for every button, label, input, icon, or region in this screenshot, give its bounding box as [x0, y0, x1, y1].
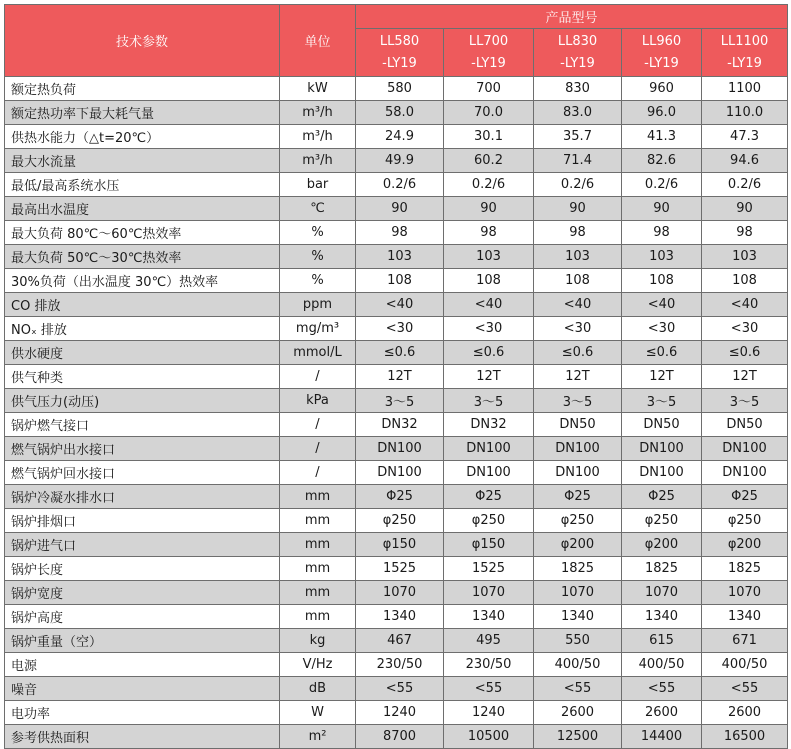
value-cell: <40: [702, 293, 788, 317]
table-row: [5, 677, 788, 701]
unit-cell: %: [280, 269, 356, 293]
unit-cell: m²: [280, 725, 356, 749]
value-cell: 82.6: [622, 149, 702, 173]
value-cell: 1340: [356, 605, 444, 629]
param-cell: 最高出水温度: [5, 197, 280, 221]
header-unit: 单位: [280, 5, 356, 77]
value-cell: 1825: [534, 557, 622, 581]
table-header: [5, 5, 788, 77]
value-cell: 103: [534, 245, 622, 269]
value-cell: 94.6: [702, 149, 788, 173]
param-cell: 燃气锅炉出水接口: [5, 437, 280, 461]
param-cell: 供热水能力（△t=20℃）: [5, 125, 280, 149]
value-cell: 1070: [356, 581, 444, 605]
table-row: [5, 197, 788, 221]
header-model: [534, 29, 622, 77]
table-row: [5, 101, 788, 125]
value-cell: 60.2: [444, 149, 534, 173]
value-cell: 3～5: [622, 389, 702, 413]
value-cell: 960: [622, 77, 702, 101]
table-row: [5, 341, 788, 365]
value-cell: 90: [444, 197, 534, 221]
value-cell: 103: [622, 245, 702, 269]
unit-cell: ppm: [280, 293, 356, 317]
value-cell: 700: [444, 77, 534, 101]
value-cell: 49.9: [356, 149, 444, 173]
param-cell: 燃气锅炉回水接口: [5, 461, 280, 485]
value-cell: 90: [622, 197, 702, 221]
value-cell: 90: [702, 197, 788, 221]
model-name: LL700: [468, 33, 509, 49]
unit-cell: W: [280, 701, 356, 725]
value-cell: 3～5: [534, 389, 622, 413]
value-cell: 108: [622, 269, 702, 293]
value-cell: Φ25: [356, 485, 444, 509]
model-name: LL960: [641, 33, 682, 49]
value-cell: 550: [534, 629, 622, 653]
value-cell: φ150: [444, 533, 534, 557]
value-cell: 830: [534, 77, 622, 101]
param-cell: 锅炉燃气接口: [5, 413, 280, 437]
value-cell: 12T: [702, 365, 788, 389]
model-code: -LY19: [644, 55, 679, 71]
header-model-group: 产品型号: [356, 5, 788, 29]
unit-cell: mm: [280, 509, 356, 533]
model-name: LL830: [557, 33, 598, 49]
value-cell: <40: [622, 293, 702, 317]
value-cell: 2600: [622, 701, 702, 725]
value-cell: DN100: [444, 437, 534, 461]
table-row: [5, 245, 788, 269]
unit-cell: mm: [280, 533, 356, 557]
table-row: [5, 437, 788, 461]
value-cell: 3～5: [356, 389, 444, 413]
table-row: [5, 701, 788, 725]
unit-cell: m³/h: [280, 101, 356, 125]
table-row: [5, 509, 788, 533]
value-cell: <30: [702, 317, 788, 341]
param-cell: 噪音: [5, 677, 280, 701]
unit-cell: mm: [280, 557, 356, 581]
value-cell: 1070: [622, 581, 702, 605]
value-cell: φ250: [534, 509, 622, 533]
value-cell: <40: [356, 293, 444, 317]
value-cell: DN50: [622, 413, 702, 437]
value-cell: 108: [356, 269, 444, 293]
value-cell: φ250: [444, 509, 534, 533]
value-cell: φ200: [622, 533, 702, 557]
unit-cell: bar: [280, 173, 356, 197]
value-cell: 71.4: [534, 149, 622, 173]
table-row: [5, 629, 788, 653]
unit-cell: mg/m³: [280, 317, 356, 341]
value-cell: 103: [702, 245, 788, 269]
param-cell: 锅炉排烟口: [5, 509, 280, 533]
value-cell: 8700: [356, 725, 444, 749]
value-cell: 10500: [444, 725, 534, 749]
value-cell: <40: [444, 293, 534, 317]
value-cell: φ250: [622, 509, 702, 533]
header-model: [702, 29, 788, 77]
param-cell: 供水硬度: [5, 341, 280, 365]
value-cell: ≤0.6: [702, 341, 788, 365]
value-cell: 41.3: [622, 125, 702, 149]
table-row: [5, 125, 788, 149]
param-cell: 最低/最高系统水压: [5, 173, 280, 197]
param-cell: 锅炉进气口: [5, 533, 280, 557]
unit-cell: /: [280, 365, 356, 389]
model-code: -LY19: [727, 55, 762, 71]
value-cell: 12500: [534, 725, 622, 749]
value-cell: 83.0: [534, 101, 622, 125]
param-cell: 30%负荷（出水温度 30℃）热效率: [5, 269, 280, 293]
value-cell: Φ25: [444, 485, 534, 509]
value-cell: <55: [356, 677, 444, 701]
value-cell: 230/50: [356, 653, 444, 677]
unit-cell: m³/h: [280, 149, 356, 173]
model-name: LL1100: [720, 33, 769, 49]
value-cell: 0.2/6: [702, 173, 788, 197]
value-cell: 16500: [702, 725, 788, 749]
param-cell: 锅炉高度: [5, 605, 280, 629]
value-cell: 1240: [356, 701, 444, 725]
table-row: [5, 533, 788, 557]
value-cell: 12T: [444, 365, 534, 389]
value-cell: DN100: [444, 461, 534, 485]
value-cell: 1070: [444, 581, 534, 605]
param-cell: 额定热负荷: [5, 77, 280, 101]
value-cell: 1070: [534, 581, 622, 605]
table-row: [5, 293, 788, 317]
value-cell: 96.0: [622, 101, 702, 125]
table-row: [5, 413, 788, 437]
value-cell: 0.2/6: [622, 173, 702, 197]
unit-cell: kg: [280, 629, 356, 653]
value-cell: 495: [444, 629, 534, 653]
value-cell: 58.0: [356, 101, 444, 125]
value-cell: 2600: [702, 701, 788, 725]
unit-cell: /: [280, 461, 356, 485]
param-cell: 最大水流量: [5, 149, 280, 173]
value-cell: DN50: [702, 413, 788, 437]
table-row: [5, 557, 788, 581]
value-cell: DN32: [444, 413, 534, 437]
value-cell: 12T: [534, 365, 622, 389]
header-model: [444, 29, 534, 77]
value-cell: 1070: [702, 581, 788, 605]
value-cell: 580: [356, 77, 444, 101]
unit-cell: mm: [280, 581, 356, 605]
param-cell: NOₓ 排放: [5, 317, 280, 341]
unit-cell: mm: [280, 605, 356, 629]
value-cell: 98: [622, 221, 702, 245]
value-cell: 98: [356, 221, 444, 245]
value-cell: DN100: [702, 437, 788, 461]
value-cell: Φ25: [622, 485, 702, 509]
spec-table: [4, 4, 788, 749]
value-cell: 1340: [444, 605, 534, 629]
value-cell: φ200: [702, 533, 788, 557]
value-cell: Φ25: [702, 485, 788, 509]
value-cell: 103: [444, 245, 534, 269]
table-row: [5, 725, 788, 749]
unit-cell: mm: [280, 485, 356, 509]
param-cell: 最大负荷 80℃～60℃热效率: [5, 221, 280, 245]
value-cell: 1825: [622, 557, 702, 581]
table-row: [5, 389, 788, 413]
param-cell: 电源: [5, 653, 280, 677]
param-cell: 供气种类: [5, 365, 280, 389]
value-cell: 1525: [444, 557, 534, 581]
table-body: [5, 77, 788, 749]
value-cell: 3～5: [444, 389, 534, 413]
value-cell: 108: [444, 269, 534, 293]
param-cell: 参考供热面积: [5, 725, 280, 749]
value-cell: ≤0.6: [356, 341, 444, 365]
param-cell: 供气压力(动压): [5, 389, 280, 413]
value-cell: 12T: [356, 365, 444, 389]
value-cell: φ150: [356, 533, 444, 557]
value-cell: DN100: [622, 437, 702, 461]
value-cell: 0.2/6: [444, 173, 534, 197]
header-model: [622, 29, 702, 77]
table-row: [5, 149, 788, 173]
value-cell: 1525: [356, 557, 444, 581]
table-row: [5, 581, 788, 605]
param-cell: 锅炉重量（空）: [5, 629, 280, 653]
unit-cell: V/Hz: [280, 653, 356, 677]
value-cell: 108: [702, 269, 788, 293]
unit-cell: ℃: [280, 197, 356, 221]
value-cell: 108: [534, 269, 622, 293]
unit-cell: %: [280, 245, 356, 269]
table-row: [5, 269, 788, 293]
value-cell: 30.1: [444, 125, 534, 149]
model-code: -LY19: [382, 55, 417, 71]
value-cell: Φ25: [534, 485, 622, 509]
value-cell: 1825: [702, 557, 788, 581]
value-cell: <40: [534, 293, 622, 317]
value-cell: 3～5: [702, 389, 788, 413]
value-cell: φ250: [702, 509, 788, 533]
value-cell: 98: [444, 221, 534, 245]
value-cell: 103: [356, 245, 444, 269]
value-cell: <30: [534, 317, 622, 341]
unit-cell: m³/h: [280, 125, 356, 149]
value-cell: 110.0: [702, 101, 788, 125]
table-row: [5, 365, 788, 389]
table-row: [5, 317, 788, 341]
value-cell: <55: [702, 677, 788, 701]
value-cell: 1100: [702, 77, 788, 101]
value-cell: 467: [356, 629, 444, 653]
value-cell: 98: [702, 221, 788, 245]
value-cell: 90: [534, 197, 622, 221]
table-row: [5, 77, 788, 101]
unit-cell: /: [280, 437, 356, 461]
table-row: [5, 221, 788, 245]
param-cell: 锅炉冷凝水排水口: [5, 485, 280, 509]
value-cell: DN50: [534, 413, 622, 437]
value-cell: <30: [356, 317, 444, 341]
value-cell: <30: [622, 317, 702, 341]
value-cell: 47.3: [702, 125, 788, 149]
param-cell: CO 排放: [5, 293, 280, 317]
value-cell: 0.2/6: [356, 173, 444, 197]
header-model: [356, 29, 444, 77]
value-cell: DN100: [702, 461, 788, 485]
value-cell: 90: [356, 197, 444, 221]
value-cell: 14400: [622, 725, 702, 749]
unit-cell: kPa: [280, 389, 356, 413]
value-cell: 400/50: [534, 653, 622, 677]
value-cell: <30: [444, 317, 534, 341]
value-cell: 671: [702, 629, 788, 653]
value-cell: DN100: [356, 437, 444, 461]
value-cell: DN100: [622, 461, 702, 485]
unit-cell: dB: [280, 677, 356, 701]
value-cell: 12T: [622, 365, 702, 389]
unit-cell: %: [280, 221, 356, 245]
value-cell: 1240: [444, 701, 534, 725]
table-row: [5, 605, 788, 629]
value-cell: DN100: [534, 437, 622, 461]
value-cell: φ200: [534, 533, 622, 557]
model-code: -LY19: [560, 55, 595, 71]
value-cell: φ250: [356, 509, 444, 533]
value-cell: 2600: [534, 701, 622, 725]
param-cell: 额定热功率下最大耗气量: [5, 101, 280, 125]
unit-cell: /: [280, 413, 356, 437]
model-name: LL580: [379, 33, 420, 49]
value-cell: <55: [444, 677, 534, 701]
value-cell: 230/50: [444, 653, 534, 677]
value-cell: 615: [622, 629, 702, 653]
value-cell: ≤0.6: [622, 341, 702, 365]
value-cell: 98: [534, 221, 622, 245]
value-cell: 24.9: [356, 125, 444, 149]
value-cell: 1340: [702, 605, 788, 629]
value-cell: ≤0.6: [444, 341, 534, 365]
model-code: -LY19: [471, 55, 506, 71]
value-cell: ≤0.6: [534, 341, 622, 365]
unit-cell: kW: [280, 77, 356, 101]
header-param: 技术参数: [5, 5, 280, 77]
value-cell: 1340: [534, 605, 622, 629]
value-cell: 70.0: [444, 101, 534, 125]
value-cell: 400/50: [622, 653, 702, 677]
table-row: [5, 485, 788, 509]
spec-table-container: [4, 4, 788, 749]
param-cell: 锅炉长度: [5, 557, 280, 581]
table-row: [5, 173, 788, 197]
value-cell: DN100: [534, 461, 622, 485]
param-cell: 最大负荷 50℃～30℃热效率: [5, 245, 280, 269]
value-cell: <55: [622, 677, 702, 701]
value-cell: 400/50: [702, 653, 788, 677]
value-cell: DN100: [356, 461, 444, 485]
value-cell: <55: [534, 677, 622, 701]
param-cell: 锅炉宽度: [5, 581, 280, 605]
value-cell: 0.2/6: [534, 173, 622, 197]
table-row: [5, 653, 788, 677]
table-row: [5, 461, 788, 485]
param-cell: 电功率: [5, 701, 280, 725]
value-cell: 35.7: [534, 125, 622, 149]
value-cell: DN32: [356, 413, 444, 437]
unit-cell: mmol/L: [280, 341, 356, 365]
value-cell: 1340: [622, 605, 702, 629]
